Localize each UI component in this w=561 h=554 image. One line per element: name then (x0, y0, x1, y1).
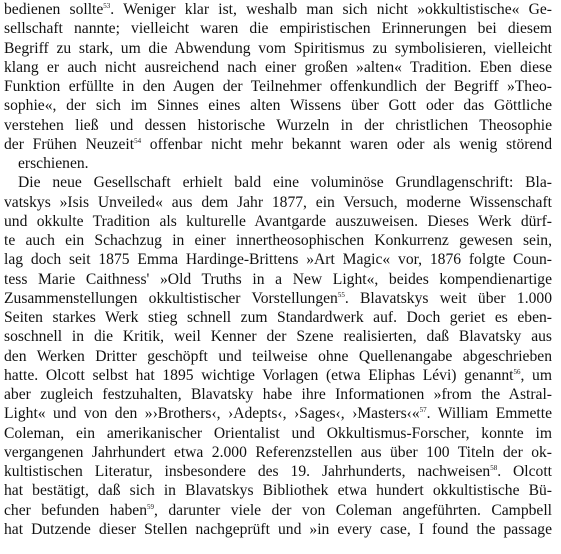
text-line: hat bestätigt, daß sich in Blavatskys Bibliothek etwa hundert okkultistische Bü- (4, 482, 552, 500)
footnote-ref[interactable]: 58 (490, 464, 498, 472)
footnote-ref[interactable]: 56 (513, 367, 521, 376)
text-line: Coleman, ein amerikanischer Orientalist und Okkultismus-Forscher, konnte im (4, 424, 552, 442)
footnote-ref[interactable]: 53 (103, 2, 111, 10)
text-line: Light« und von den »›Brothers‹, ›Adepts‹, ›Sages‹, ›Masters‹«$^{57}$. William Emmette (4, 405, 552, 423)
footnote-ref[interactable]: 54 (134, 136, 142, 145)
text-line: Seiten starkes Werk stieg schnell zum Standardwerk auf. Doch geriet es eben- (4, 309, 552, 326)
text-line: hatte. Olcott selbst hat 1895 wichtige Vorlagen (etwa Eliphas Lévi) genannt$^{56}$, um (4, 366, 552, 384)
text-line: verstehen ließ und dessen historische Wurzeln in der christlichen Theosophie (4, 116, 552, 134)
text-line: Funktion erfüllte in den Augen der Teilnehmer offenkundlich der Begriff »Theo- (4, 78, 552, 95)
text-line: kultistischen Literatur, insbesondere des 19. Jahrhunderts, nachweisen$^{58}$. Olcott (4, 463, 552, 480)
text-line: Begriff zu stark, um die Abwendung vom Spiritismus zu symbolisieren, vielleicht (4, 39, 552, 57)
document-page (4, 0, 552, 539)
text-line: tess Marie Caithness' »Old Truths in a New Light«, beides kompendienartige (4, 270, 552, 288)
text-line: lag doch seit 1875 Emma Hardinge-Brittens »Art Magic« vor, 1876 folgte Coun- (4, 251, 552, 269)
text-line: cher befunden haben$^{59}$, darunter viele der von Coleman angeführten. Campbell (4, 501, 552, 519)
text-line: erschienen. (18, 155, 89, 172)
text-line: den Werken Dritter geschöpft und teilweise ohne Quellenangabe abgeschrieben (4, 347, 552, 365)
text-line: klang er auch nicht ausreichend nach einer großen »alten« Tradition. Eben diese (4, 58, 552, 76)
text-line: vatskys »Isis Unveiled« aus dem Jahr 1877, ein Versuch, moderne Wissenschaft (4, 193, 552, 211)
footnote-ref[interactable]: 59 (147, 502, 155, 511)
text-line: hat Dutzende dieser Stellen nachgeprüft und »in every case, I found the passage (4, 520, 552, 538)
text-line: te auch ein Schachzug in einer innertheosophischen Konkurrenz gewesen sein, (4, 232, 552, 249)
text-line: aber zugleich festzuhalten, Blavatsky habe ihre Informationen »from the Astral- (4, 386, 552, 403)
text-line: der Frühen Neuzeit$^{54}$ offenbar nicht mehr bekannt waren oder als wenig störend (4, 135, 552, 153)
text-line: vergangenen Jahrhundert etwa 2.000 Referenzstellen aus über 100 Titeln der ok- (4, 443, 552, 461)
text-line: Zusammenstellungen okkultistischer Vorstellungen$^{55}$. Blavatskys weit über 1.000 (4, 289, 552, 307)
text-line: sellschaft nannte; vielleicht waren die empiristischen Erinnerungen bei diesem (4, 20, 552, 38)
text-line: und okkulte Tradition als kulturelle Avantgarde auszuweisen. Dieses Werk dürf- (4, 212, 552, 230)
text-line: soschnell in die Kritik, weil Kenner der Szene realisierten, daß Blavatsky aus (4, 328, 552, 346)
text-line: sophie«, der sich im Sinnes eines alten Wissens über Gott oder das Göttliche (4, 97, 552, 115)
text-line: bedienen sollte$^{53}$. Weniger klar ist, weshalb man sich nicht »okkultistische« Ge- (4, 1, 552, 18)
footnote-ref[interactable]: 57 (419, 406, 427, 415)
paragraph-first-line: Die neue Gesellschaft erhielt bald eine voluminöse Grundlagenschrift: Bla- (18, 174, 552, 192)
footnote-ref[interactable]: 55 (337, 290, 345, 299)
